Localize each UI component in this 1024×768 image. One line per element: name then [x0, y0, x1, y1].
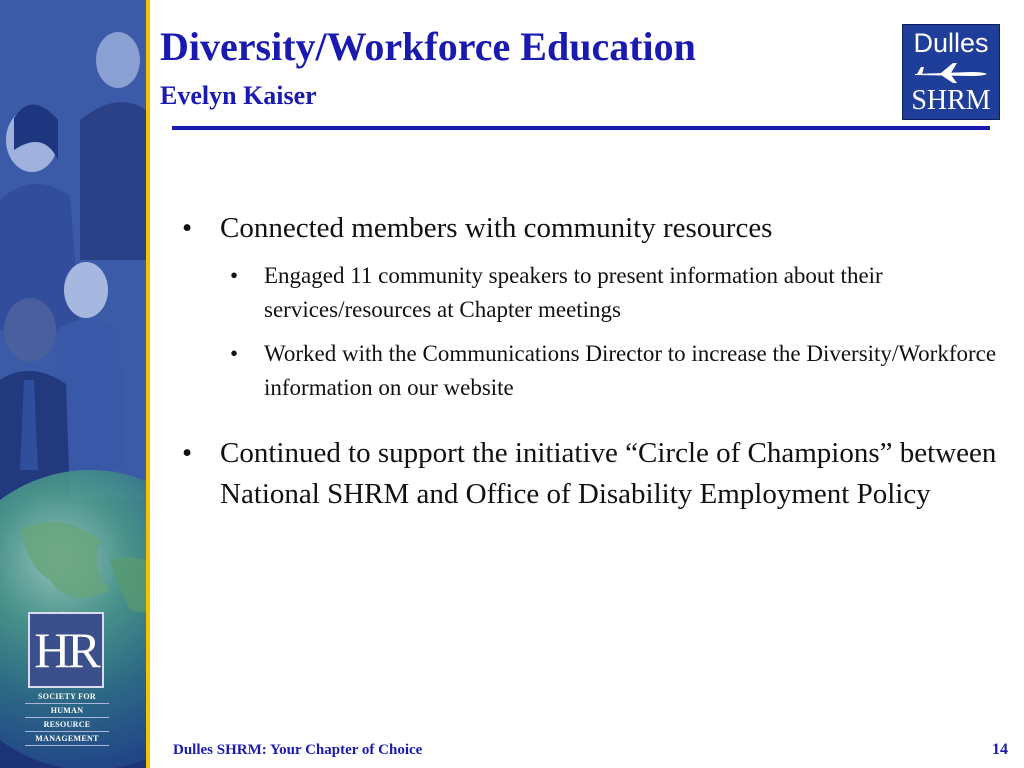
hr-logo-text: HR [34, 622, 98, 678]
people-photo-image [0, 0, 146, 500]
society-line: SOCIETY FOR [25, 690, 109, 704]
sidebar-divider [146, 0, 150, 768]
sub-bullet-item [180, 337, 1015, 405]
sidebar-panel [0, 0, 146, 768]
society-line: RESOURCE [25, 718, 109, 732]
bullet-dot-icon: • [182, 437, 193, 469]
slide-body [180, 208, 1015, 515]
bullet-text: Connected members with community resources [220, 212, 773, 244]
title-underline [172, 126, 990, 130]
bullet-item [180, 208, 1015, 249]
sub-bullet-item [180, 259, 1015, 327]
bullet-text: Continued to support the initiative “Circle of Champions” between National SHRM and Office of Disability Employment Policy [220, 437, 997, 510]
bullet-dot-icon: • [230, 341, 239, 366]
footer-text: Dulles SHRM: Your Chapter of Choice [173, 742, 423, 758]
society-name-block [25, 690, 109, 746]
society-line: HUMAN [25, 704, 109, 718]
logo-top-text: Dulles [913, 28, 989, 58]
sub-bullet-text: Engaged 11 community speakers to present information about their services/resources at Chapter meetings [264, 263, 883, 322]
dulles-shrm-logo [902, 24, 1000, 120]
airplane-icon [911, 61, 991, 85]
bullet-dot-icon: • [182, 212, 193, 244]
bullet-dot-icon: • [230, 263, 239, 288]
sub-bullet-text: Worked with the Communications Director to increase the Diversity/Workforce information on our website [264, 341, 997, 400]
page-number: 14 [992, 741, 1008, 758]
slide-subtitle: Evelyn Kaiser [160, 81, 317, 110]
hr-logo [28, 612, 104, 688]
society-line: MANAGEMENT [25, 732, 109, 746]
bullet-item [180, 433, 1015, 515]
logo-bottom-text: SHRM [911, 85, 991, 116]
slide-title: Diversity/Workforce Education [160, 24, 696, 69]
